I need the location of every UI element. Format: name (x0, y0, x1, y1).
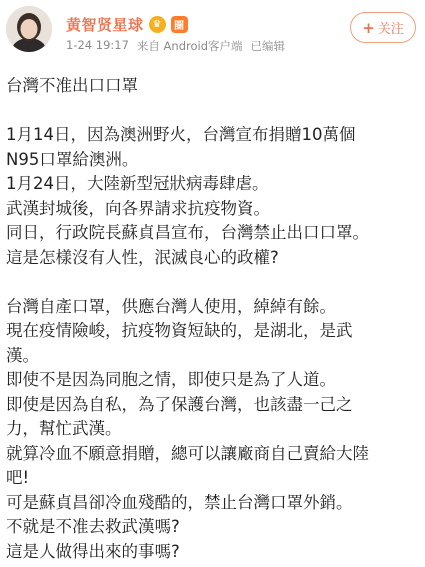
post-line: 1月24日，大陸新型冠狀病毒肆虐。 (6, 174, 269, 193)
post-time: 1-24 19:17 (66, 38, 129, 52)
post-line: 可是蘇貞昌卻冷血殘酷的，禁止台灣口罩外銷。 (6, 492, 353, 512)
vip-crown-icon: ♛ (149, 16, 166, 33)
post-line: 不就是不准去救武漢嗎? (6, 517, 180, 536)
name-row (66, 14, 188, 35)
post-line: 武漢封城後，向各界請求抗疫物資。 (6, 198, 270, 218)
follow-label: 关注 (377, 22, 404, 37)
post-line: 台灣自產口罩，供應台灣人使用，綽綽有餘。 (6, 296, 336, 316)
post-line: 就算冷血不願意捐贈，總可以讓廠商自己賣給大陸 (6, 443, 369, 463)
plus-icon: + (362, 18, 375, 37)
post-line: 吧! (6, 468, 30, 487)
post-meta (66, 38, 285, 54)
post-content (6, 74, 418, 564)
post-line: 這是人做得出來的事嗎? (6, 541, 180, 561)
post-line: 同日，行政院長蘇貞昌宣布，台灣禁止出口口罩。 (6, 223, 369, 242)
post-line: 力，幫忙武漢。 (6, 419, 122, 438)
post-line: 即使是因為自私，為了保護台灣，也該盡一己之 (6, 394, 353, 414)
username[interactable]: 黄智贤星球 (66, 16, 144, 34)
post-line: 現在疫情險峻，抗疫物資短缺的，是湖北，是武 (6, 321, 353, 340)
post-line: 1月14日，因為澳洲野火，台灣宣布捐贈10萬個 (6, 125, 356, 144)
post-title: 台灣不准出口口罩 (6, 76, 138, 95)
post-line: 這是怎樣沒有人性，泯滅良心的政權? (6, 247, 279, 267)
group-badge-icon: 圈 (171, 16, 188, 33)
avatar-photo-icon (6, 6, 52, 52)
post-line: 漢。 (6, 345, 39, 365)
post-source: 来自 Android客户端 (136, 39, 243, 53)
post-line: N95口罩給澳洲。 (6, 149, 139, 169)
post-line: 即使不是因為同胞之情，即使只是為了人道。 (6, 370, 336, 389)
edited-label: 已编辑 (250, 39, 286, 53)
avatar[interactable] (6, 6, 52, 52)
follow-button[interactable] (350, 12, 416, 43)
